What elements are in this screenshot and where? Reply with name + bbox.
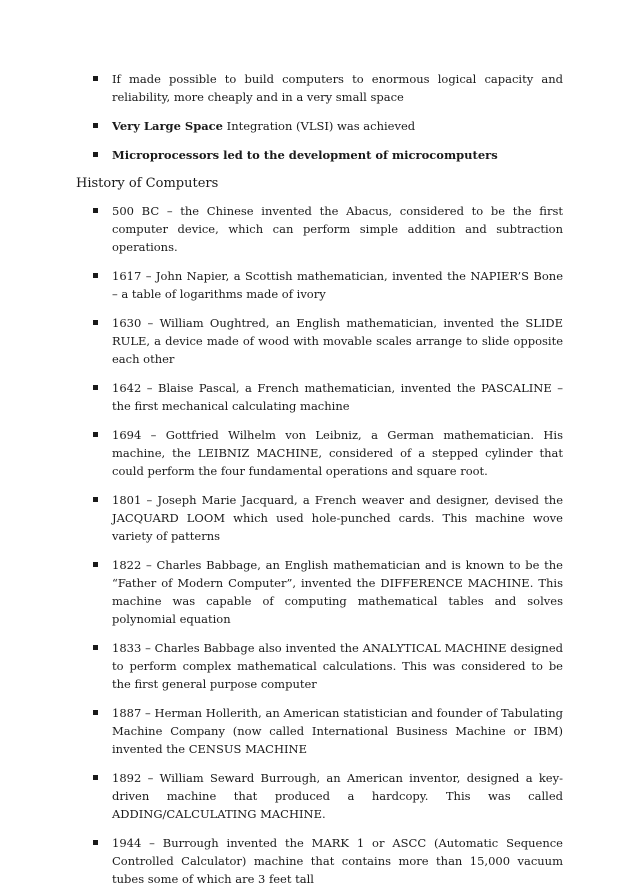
square-bullet-icon (93, 562, 98, 567)
bullet-text: 1887 – Herman Hollerith, an American statistician and founder of Tabulating Machine Company (now called International Business Machine or IBM) invented the CENSUS MACHINE (112, 706, 563, 756)
list-item (76, 70, 563, 106)
bullet-text: Integration (VLSI) was achieved (223, 119, 416, 133)
bullet-text: 1630 – William Oughtred, an English mathematician, invented the SLIDE RULE, a device made of wood with movable scales arrange to slide opposite each other (112, 316, 563, 366)
list-item (76, 769, 563, 823)
square-bullet-icon (93, 385, 98, 390)
square-bullet-icon (93, 497, 98, 502)
square-bullet-icon (93, 775, 98, 780)
bullet-text: 1694 – Gottfried Wilhelm von Leibniz, a German mathematician. His machine, the LEIBNIZ MACHINE, considered of a stepped cylinder that could perform the four fundamental operations and square root. (112, 428, 563, 478)
bullet-text: 1833 – Charles Babbage also invented the ANALYTICAL MACHINE designed to perform complex mathematical calculations. This was considered to be the first general purpose computer (112, 641, 563, 691)
list-item (76, 146, 563, 164)
list-item (76, 379, 563, 415)
bullet-text: 500 BC – the Chinese invented the Abacus, considered to be the first computer device, which can perform simple addition and subtraction operations. (112, 204, 563, 254)
list-item (76, 202, 563, 256)
section-heading: History of Computers (76, 176, 219, 191)
list-item (76, 426, 563, 480)
square-bullet-icon (93, 710, 98, 715)
bullet-text: If made possible to build computers to enormous logical capacity and reliability, more cheaply and in a very small space (112, 72, 563, 104)
intro-bullet-list (76, 70, 563, 164)
list-item (76, 491, 563, 545)
square-bullet-icon (93, 208, 98, 213)
square-bullet-icon (93, 76, 98, 81)
history-bullet-list (76, 202, 563, 888)
bullet-text: 1944 – Burrough invented the MARK 1 or ASCC (Automatic Sequence Controlled Calculator) machine that contains more than 15,000 vacuum tubes some of which are 3 feet tall (112, 836, 563, 886)
bullet-bold-text: Microprocessors led to the development of microcomputers (112, 148, 498, 162)
list-item (76, 556, 563, 628)
square-bullet-icon (93, 645, 98, 650)
square-bullet-icon (93, 432, 98, 437)
square-bullet-icon (93, 840, 98, 845)
bullet-text: 1617 – John Napier, a Scottish mathematician, invented the NAPIER’S Bone – a table of logarithms made of ivory (112, 269, 563, 301)
square-bullet-icon (93, 123, 98, 128)
list-item (76, 834, 563, 888)
list-item (76, 267, 563, 303)
list-item (76, 314, 563, 368)
bullet-text: 1642 – Blaise Pascal, a French mathematician, invented the PASCALINE – the first mechanical calculating machine (112, 381, 563, 413)
list-item (76, 639, 563, 693)
bullet-bold-text: Very Large Space (112, 119, 224, 133)
bullet-text: 1822 – Charles Babbage, an English mathematician and is known to be the “Father of Modern Computer”, invented the DIFFERENCE MACHINE. This machine was capable of computing mathematical tables and solves polynomial equation (112, 558, 563, 626)
bullet-text: 1892 – William Seward Burrough, an American inventor, designed a key-driven machine that produced a hardcopy. This was called ADDING/CALCULATING MACHINE. (112, 771, 563, 821)
list-item (76, 117, 563, 135)
square-bullet-icon (93, 273, 98, 278)
list-item (76, 704, 563, 758)
square-bullet-icon (93, 320, 98, 325)
bullet-text: 1801 – Joseph Marie Jacquard, a French weaver and designer, devised the JACQUARD LOOM which used hole-punched cards. This machine wove variety of patterns (112, 493, 563, 543)
square-bullet-icon (93, 152, 98, 157)
